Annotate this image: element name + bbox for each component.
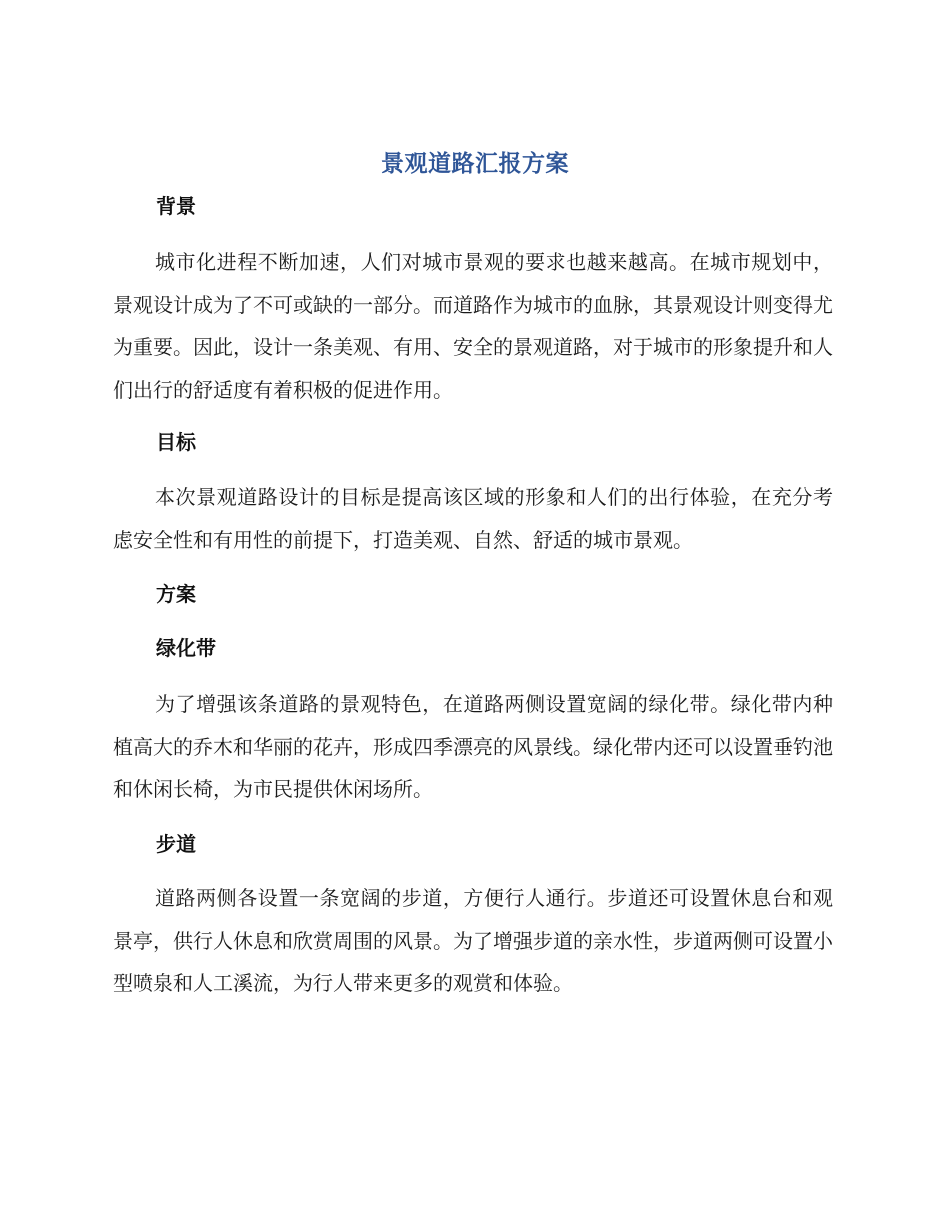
section-heading-plan: 方案 — [156, 582, 196, 606]
section-heading-walkway: 步道 — [156, 832, 196, 856]
section-text-greenbelt: 为了增强该条道路的景观特色，在道路两侧设置宽阔的绿化带。绿化带内种植高大的乔木和华丽的花卉，形成四季漂亮的风景线。绿化带内还可以设置垂钓池和休闲长椅，为市民提供休闲场所。 — [113, 692, 833, 801]
section-heading-goal: 目标 — [156, 430, 196, 454]
document-title: 景观道路汇报方案 — [381, 151, 569, 177]
section-text-goal: 本次景观道路设计的目标是提高该区域的形象和人们的出行体验，在充分考虑安全性和有用性的前提下，打造美观、自然、舒适的城市景观。 — [113, 485, 833, 552]
section-text-background: 城市化进程不断加速，人们对城市景观的要求也越来越高。在城市规划中，景观设计成为了不可或缺的一部分。而道路作为城市的血脉，其景观设计则变得尤为重要。因此，设计一条美观、有用、安全的景观道路，对于城市的形象提升和人们出行的舒适度有着积极的促进作用。 — [113, 250, 833, 402]
section-heading-background: 背景 — [156, 194, 196, 218]
section-text-walkway: 道路两侧各设置一条宽阔的步道，方便行人通行。步道还可设置休息台和观景亭，供行人休息和欣赏周围的风景。为了增强步道的亲水性，步道两侧可设置小型喷泉和人工溪流，为行人带来更多的观赏和体验。 — [113, 886, 833, 995]
section-heading-greenbelt: 绿化带 — [156, 636, 216, 660]
